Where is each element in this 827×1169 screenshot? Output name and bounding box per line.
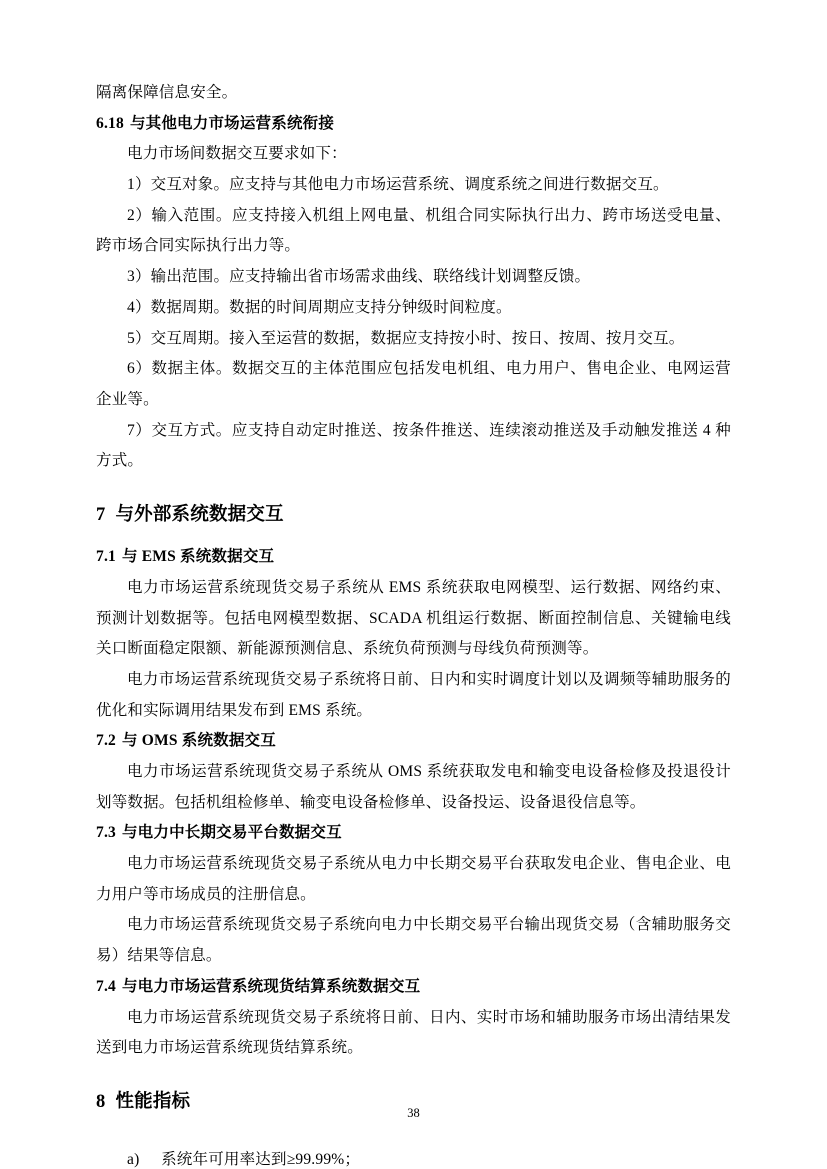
list-item [96,293,731,324]
heading-7-2 [96,726,731,757]
list-item-text: 交互方式。应支持自动定时推送、按条件推送、连续滚动推送及手动触发推送 4 种方式。 [96,421,731,470]
list-item-text: 系统年可用率达到≥99.99%； [161,1151,361,1169]
heading-chapter-7 [96,499,731,532]
paragraph-7-2-1: 电力市场运营系统现货交易子系统从 OMS 系统获取发电和输变电设备检修及投退役计划等数据。包括机组检修单、输变电设备检修单、设备投运、设备退役信息等。 [96,763,731,811]
list-item-marker: 1） [127,176,151,194]
list-item-text: 输出范围。应支持输出省市场需求曲线、联络线计划调整反馈。 [150,268,591,286]
heading-6-18 [96,109,731,140]
heading-7-4-text: 与电力市场运营系统现货结算系统数据交互 [121,977,421,995]
list-item-text: 交互对象。应支持与其他电力市场运营系统、调度系统之间进行数据交互。 [150,176,669,194]
page-content [96,78,731,1169]
list-item [96,170,731,201]
heading-6-18-text: 与其他电力市场运营系统衔接 [129,114,335,132]
heading-7-3 [96,818,731,849]
spacer [96,1129,731,1145]
list-item-marker: 7） [127,421,152,439]
list-item [96,354,731,415]
heading-chapter-8-text: 性能指标 [115,1091,191,1112]
paragraph-7-4-1: 电力市场运营系统现货交易子系统将日前、日内、实时市场和辅助服务市场出清结果发送到电力市场运营系统现货结算系统。 [96,1008,731,1057]
heading-7-3-number: 7.3 [96,824,116,842]
list-item-text: 输入范围。应支持接入机组上网电量、机组合同实际执行出力、跨市场送受电量、跨市场合同实际执行出力等。 [96,206,731,255]
list-item-marker: 2） [127,206,152,224]
heading-chapter-8-number: 8 [96,1091,106,1112]
list-item-text: 交互周期。接入至运营的数据，数据应支持按小时、按日、按周、按月交互。 [150,329,685,347]
heading-6-18-number: 6.18 [96,114,124,132]
heading-7-3-text: 与电力中长期交易平台数据交互 [121,824,342,842]
list-item-marker: 4） [127,298,151,316]
list-item [96,262,731,293]
paragraph-6-18-lead: 电力市场间数据交互要求如下： [127,145,347,163]
list-item [96,416,731,477]
paragraph-7-3-2: 电力市场运营系统现货交易子系统向电力中长期交易平台输出现货交易（含辅助服务交易）结果等信息。 [96,916,731,965]
heading-chapter-7-text: 与外部系统数据交互 [115,504,284,525]
continued-fragment: 隔离保障信息安全。 [96,84,238,101]
list-item [96,1145,731,1169]
heading-7-2-number: 7.2 [96,732,116,750]
paragraph-7-1-1: 电力市场运营系统现货交易子系统从 EMS 系统获取电网模型、运行数据、网络约束、预测计划数据等。包括电网模型数据、SCADA 机组运行数据、断面控制信息、关键输电线关口断面稳定限额、新能源预测信息、系统负荷预测与母线负荷预测等。 [96,578,731,658]
list-item-text: 数据主体。数据交互的主体范围应包括发电机组、电力用户、售电企业、电网运营企业等。 [96,360,731,408]
heading-7-1-number: 7.1 [96,548,116,566]
list-item-text: 数据周期。数据的时间周期应支持分钟级时间粒度。 [150,298,512,316]
paragraph-7-1-2: 电力市场运营系统现货交易子系统将日前、日内和实时调度计划以及调频等辅助服务的优化和实际调用结果发布到 EMS 系统。 [96,670,731,719]
list-item-marker: 3） [127,268,151,286]
heading-7-4 [96,972,731,1003]
heading-7-2-text: 与 OMS 系统数据交互 [121,732,276,750]
list-item [96,324,731,355]
paragraph-7-3-1: 电力市场运营系统现货交易子系统从电力中长期交易平台获取发电企业、售电企业、电力用户等市场成员的注册信息。 [96,855,731,903]
heading-7-1 [96,542,731,573]
list-item-marker: a) [127,1151,140,1169]
page-number: 38 [407,1106,420,1120]
heading-7-1-text: 与 EMS 系统数据交互 [121,548,275,566]
list-item-marker: 6） [127,360,152,378]
heading-chapter-7-number: 7 [96,504,106,525]
list-item [96,201,731,262]
list-item-marker: 5） [127,329,151,347]
heading-7-4-number: 7.4 [96,977,116,995]
